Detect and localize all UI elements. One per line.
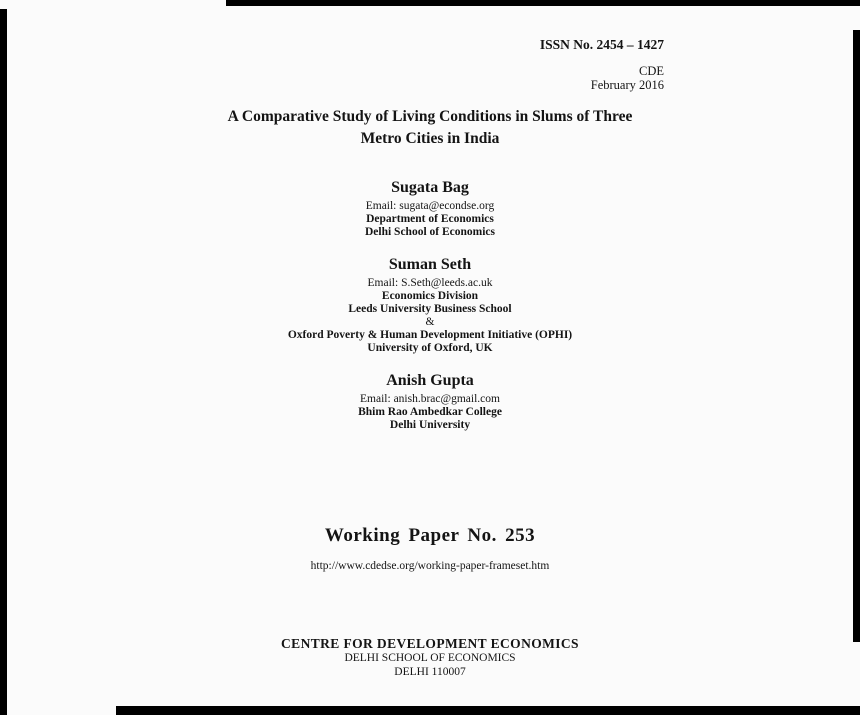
- affiliation-conjunction: &: [425, 316, 435, 328]
- paper-title: [0, 106, 860, 150]
- affiliation-line: Economics Division: [381, 290, 479, 302]
- author-block: [0, 371, 860, 432]
- author-email: Email: sugata@econdse.org: [365, 200, 495, 212]
- publisher-school: DELHI SCHOOL OF ECONOMICS: [344, 652, 516, 664]
- author-email: Email: anish.brac@gmail.com: [360, 393, 500, 405]
- scan-edge-artifact-top: [226, 0, 860, 6]
- affiliation-line: Department of Economics: [366, 213, 494, 225]
- publisher-postcode: DELHI 110007: [394, 665, 466, 678]
- paper-title-line1: A Comparative Study of Living Conditions in Slums of Three: [227, 108, 633, 125]
- author-email: Email: S.Seth@leeds.ac.uk: [367, 277, 493, 289]
- affiliation-line: Delhi University: [389, 419, 471, 431]
- affiliation-line: Leeds University Business School: [348, 303, 512, 315]
- working-paper-number: Working Paper No. 253: [324, 525, 536, 546]
- author-name: Suman Seth: [388, 256, 472, 273]
- author-name: Sugata Bag: [391, 179, 469, 196]
- publisher-name: CENTRE FOR DEVELOPMENT ECONOMICS: [281, 636, 579, 651]
- affiliation-line: Bhim Rao Ambedkar College: [358, 406, 502, 418]
- issn-number: ISSN No. 2454 – 1427: [539, 37, 664, 52]
- institution-code: CDE: [639, 64, 664, 78]
- affiliation-line: Delhi School of Economics: [364, 226, 495, 238]
- publication-date: February 2016: [590, 78, 664, 92]
- author-block: [0, 255, 860, 355]
- affiliation-line: University of Oxford, UK: [367, 342, 493, 354]
- scan-edge-artifact-bottom: [116, 706, 860, 715]
- header-block: [540, 37, 664, 92]
- author-block: [0, 178, 860, 239]
- author-name: Anish Gupta: [386, 372, 474, 389]
- working-paper-url: http://www.cdedse.org/working-paper-frameset.htm: [310, 560, 550, 572]
- paper-title-line2: Metro Cities in India: [360, 130, 500, 147]
- publisher-block: [0, 636, 860, 679]
- affiliation-line: Oxford Poverty & Human Development Initiative (OPHI): [287, 329, 573, 341]
